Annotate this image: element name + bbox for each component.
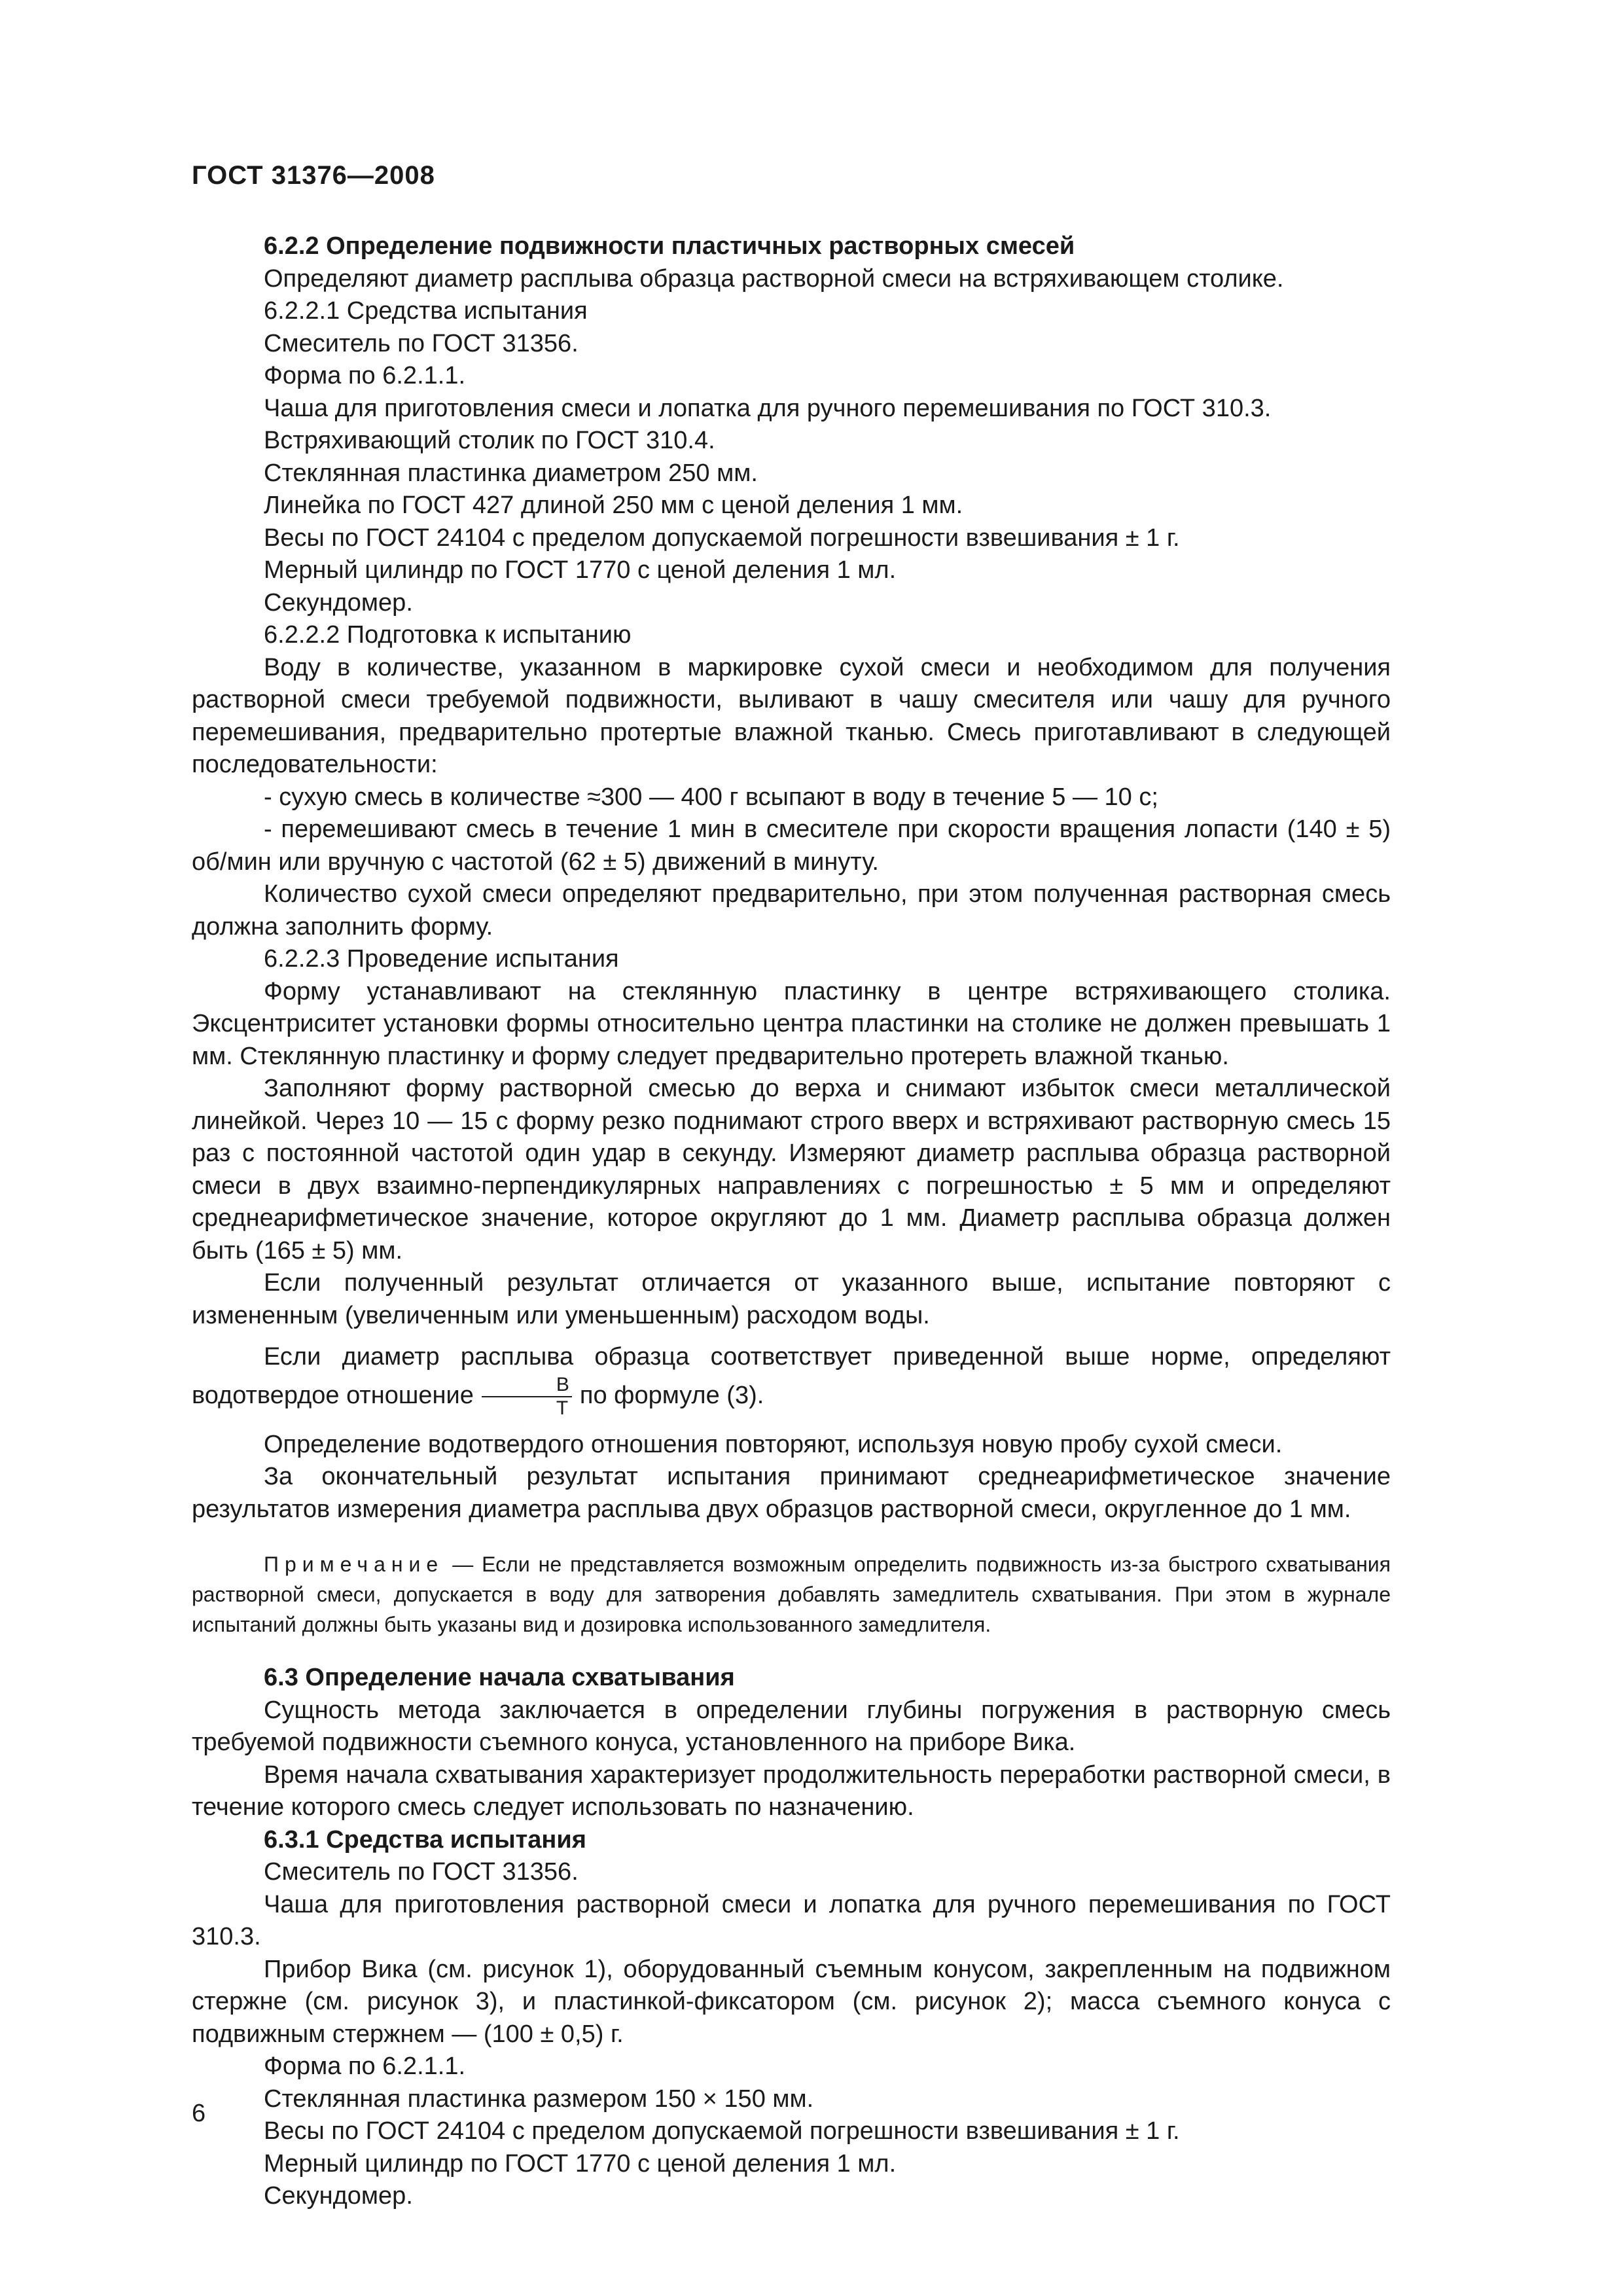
fraction-denominator: Т — [556, 1397, 569, 1419]
equipment-item: Форма по 6.2.1.1. — [264, 362, 466, 389]
equipment-item: Стеклянная пластинка диаметром 250 мм. — [264, 459, 758, 487]
equipment-item: Линейка по ГОСТ 427 длиной 250 мм с ценой деления 1 мм. — [264, 492, 963, 519]
section-6-3-title: 6.3 Определение начала схватывания — [264, 1664, 735, 1691]
note — [192, 1549, 1391, 1640]
equipment-item: Смеситель по ГОСТ 31356. — [264, 329, 579, 357]
equipment-item: Форма по 6.2.1.1. — [264, 2053, 466, 2080]
equipment-item: Стеклянная пластинка размером 150 × 150 мм. — [264, 2085, 814, 2113]
page-content — [192, 230, 1391, 2213]
test-paragraph: Определение водотвердого отношения повторяют, используя новую пробу сухой смеси. — [264, 1430, 1283, 1458]
equipment-item: Весы по ГОСТ 24104 с пределом допускаемой погрешности взвешивания ± 1 г. — [264, 524, 1180, 552]
section-6-3-paragraph: Сущность метода заключается в определении глубины погружения в растворную смесь требуемой подвижности съемного конуса, установленного на приборе Вика. — [192, 1696, 1391, 1756]
fraction-numerator: В — [482, 1374, 572, 1397]
equipment-item: Чаша для приготовления растворной смеси и лопатка для ручного перемешивания по ГОСТ 310.3. — [192, 1890, 1391, 1950]
page-number: 6 — [192, 2100, 206, 2127]
section-6-2-2-1-title: 6.2.2.1 Средства испытания — [264, 297, 588, 325]
equipment-item: Смеситель по ГОСТ 31356. — [264, 1858, 579, 1886]
test-paragraph: Форму устанавливают на стеклянную пластинку в центре встряхивающего столика. Эксцентриситет установки формы относительно центра пластинки на столике не должен превышать 1 мм. Стеклянную пластинку и форму следует предварительно протереть влажной тканью. — [192, 977, 1391, 1070]
section-6-2-2-intro: Определяют диаметр расплыва образца растворной смеси на встряхивающем столике. — [264, 264, 1284, 293]
test-paragraph: Заполняют форму растворной смесью до верха и снимают избыток смеси металлической линейкой. Через 10 — 15 с форму резко поднимают строго вверх и встряхивают растворную смесь 15 раз с постоянной частотой один удар в секунду. Измеряют диаметр расплыва образца растворной смеси в двух взаимно-перпендикулярных направлениях с погрешностью ± 5 мм и определяют среднеарифметическое значение, которое округляют до 1 мм. Диаметр расплыва образца должен быть (165 ± 5) мм. — [192, 1075, 1391, 1265]
formula-lead-text: Если диаметр расплыва образца соответствует приведенной выше норме, определяют водотвердое отношение — [192, 1343, 1391, 1409]
test-paragraph: Если полученный результат отличается от указанного выше, испытание повторяют с измененным (увеличенным или уменьшенным) расходом воды. — [192, 1269, 1391, 1329]
equipment-item: Мерный цилиндр по ГОСТ 1770 с ценой деления 1 мл. — [264, 2149, 897, 2178]
note-text: — Если не представляется возможным определить подвижность из-за быстрого схватывания растворной смеси, допускается в воду для затворения добавлять замедлитель схватывания. При этом в журнале испытаний должны быть указаны вид и дозировка использованного замедлителя. — [192, 1552, 1391, 1636]
equipment-item: Встряхивающий столик по ГОСТ 310.4. — [264, 427, 715, 454]
equipment-item: Прибор Вика (см. рисунок 1), оборудованный съемным конусом, закрепленным на подвижном стержне (см. рисунок 3), и пластинкой-фиксатором (см. рисунок 2); масса съемного конуса с подвижным стержнем — (100 ± 0,5) г. — [192, 1955, 1391, 2048]
ratio-fraction — [482, 1374, 572, 1420]
prep-bullet: - сухую смесь в количестве ≈300 — 400 г всыпают в воду в течение 5 — 10 с; — [264, 783, 1158, 811]
equipment-item: Секундомер. — [264, 588, 413, 617]
section-6-2-2-2-title: 6.2.2.2 Подготовка к испытанию — [264, 621, 632, 649]
equipment-item: Мерный цилиндр по ГОСТ 1770 с ценой деления 1 мл. — [264, 556, 897, 584]
equipment-item: Секундомер. — [264, 2182, 413, 2210]
section-6-2-2-title: 6.2.2 Определение подвижности пластичных растворных смесей — [264, 232, 1075, 260]
note-label: Примечание — [264, 1552, 444, 1576]
prep-paragraph: Воду в количестве, указанном в маркировке сухой смеси и необходимом для получения растворной смеси требуемой подвижности, выливают в чашу смесителя или чашу для ручного перемешивания, предварительно протертые влажной тканью. Смесь приготавливают в следующей последовательности: — [192, 653, 1391, 778]
prep-paragraph: Количество сухой смеси определяют предварительно, при этом полученная растворная смесь должна заполнить форму. — [192, 880, 1391, 941]
section-6-3-1-title: 6.3.1 Средства испытания — [264, 1825, 586, 1854]
document-header: ГОСТ 31376—2008 — [192, 161, 435, 190]
formula-trail-text: по формуле (3). — [579, 1381, 764, 1409]
prep-bullet: - перемешивают смесь в течение 1 мин в смесителе при скорости вращения лопасти (140 ± 5) об/мин или вручную с частотой (62 ± 5) движений в минуту. — [192, 816, 1391, 876]
section-6-2-2-3-title: 6.2.2.3 Проведение испытания — [264, 945, 619, 973]
test-paragraph-formula — [192, 1341, 1391, 1420]
equipment-item: Чаша для приготовления смеси и лопатка для ручного перемешивания по ГОСТ 310.3. — [264, 394, 1272, 422]
section-6-3-paragraph: Время начала схватывания характеризует продолжительность переработки растворной смеси, в течение которого смесь следует использовать по назначению. — [192, 1761, 1391, 1821]
test-paragraph: За окончательный результат испытания принимают среднеарифметическое значение результатов измерения диаметра расплыва двух образцов растворной смеси, округленное до 1 мм. — [192, 1463, 1391, 1523]
equipment-item: Весы по ГОСТ 24104 с пределом допускаемой погрешности взвешивания ± 1 г. — [264, 2117, 1180, 2145]
